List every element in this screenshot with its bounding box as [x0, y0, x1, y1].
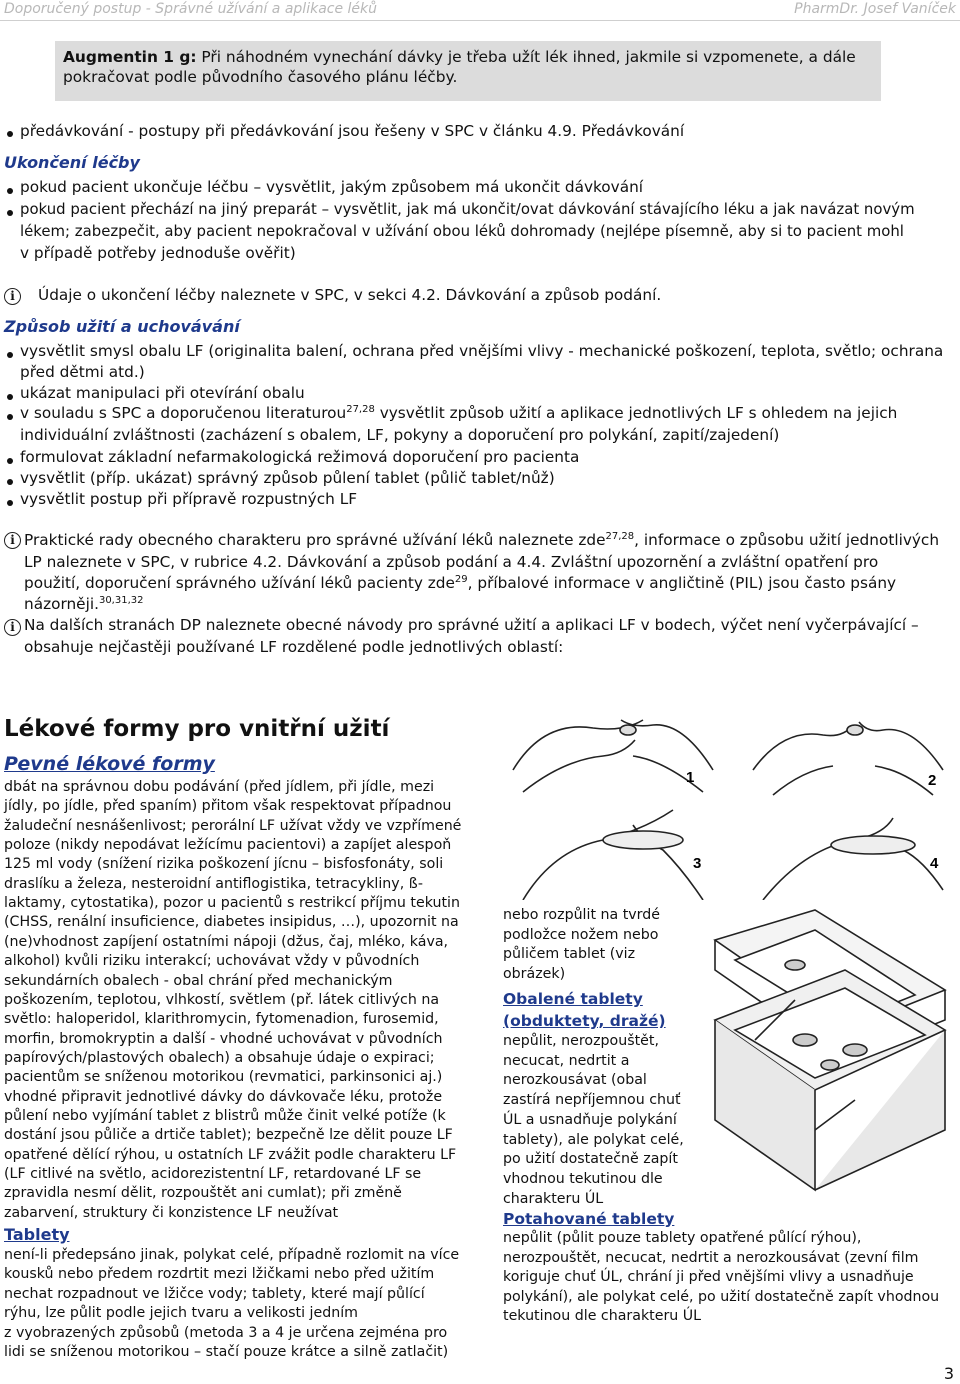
solid-forms-line: poškozením, teplotou, vlhkostí, světlem (př. látek citlivých na [4, 991, 440, 1008]
solid-forms-line: zabarvení, struktury či konzistence LF neužívat [4, 1204, 339, 1221]
info-circle-icon: i [4, 532, 21, 549]
film-line: nerozpouštět, necucat, nedrtit a nerozkousávat (zevní film [503, 1249, 919, 1266]
bullet-dot [7, 394, 13, 400]
bullet-dot [7, 479, 13, 485]
coated-title-line2: (obduktety, dražé) [503, 1012, 666, 1030]
usage-bullet-1-line1: vysvětlit smysl obalu LF (originalita balení, ochrana před vnějšími vlivy - mechanické poškození, teplota, světlo; ochrana [20, 342, 944, 360]
solid-forms-line: sekundárních obalech - obal chrání před mechanickým [4, 972, 393, 989]
note-box [55, 41, 881, 101]
info2-line2: LP naleznete v SPC, v rubrice 4.2. Dávkování a způsob podání a 4.4. Zvláštní upozornění a zvláštní opatření pro [24, 553, 879, 571]
solid-forms-line: (ne)vhodnost zapíjení ostatními nápoji (džus, čaj, mléko, káva, [4, 933, 449, 950]
solid-forms-line: poloze (nikdy nepodávat ležícímu pacientovi) a zapíjet alespoň [4, 837, 452, 854]
section-subtitle-solid: Pevné lékové formy [4, 753, 215, 775]
figure-label: 1 [686, 769, 695, 786]
bullet-dot [7, 188, 13, 194]
page-number: 3 [943, 1364, 954, 1383]
ending-bullet-2-line3: v případě potřeby jednoduše ověřit) [20, 244, 296, 262]
coated-line: vhodnou tekutinou dle [503, 1170, 663, 1187]
info2-line1: Praktické rady obecného charakteru pro správné užívání léků naleznete zde$^{27,28}$, informace o způsobu užití jednotlivých [24, 531, 940, 549]
coated-line: zastírá nepříjemnou chuť [503, 1092, 681, 1109]
bullet-dot [7, 131, 13, 137]
coated-line: charakteru ÚL [503, 1190, 604, 1207]
cut-line: podložce nožem nebo [503, 926, 659, 943]
bullet-dot [7, 458, 13, 464]
tablet-splitter-image [695, 900, 953, 1200]
section-heading-ending: Ukončení léčby [4, 153, 140, 172]
tablets-line: lidi se sníženou motorikou – stačí pouze krátce a silně zatlačit) [4, 1344, 449, 1360]
tablet-splitting-figure [503, 700, 953, 900]
coated-line: po užití dostatečně zapít [503, 1151, 678, 1168]
info2-line3: použití, doporučení správného užívání léků pacienty zde$^{29}$, příbalové informace v angličtině (PIL) jsou často psány [24, 574, 897, 592]
usage-bullet-2: ukázat manipulaci při otevírání obalu [20, 384, 305, 402]
info3-line2: obsahuje nejčastěji používané LF rozdělené podle jednotlivých oblastí: [24, 638, 564, 656]
tablets-line: nechat rozpadnout ve lžičce vody; tablety, které mají půlící [4, 1285, 425, 1302]
info3-line1: Na dalších stranách DP naleznete obecné návody pro správné užití a aplikaci LF v bodech, výčet není vyčerpávající – [24, 616, 919, 634]
film-line: nepůlit (půlit pouze tablety opatřené půlící rýhou), [503, 1230, 862, 1246]
solid-forms-line: (LF citlivé na světlo, acidorezistentní LF, retardované LF se [4, 1166, 422, 1182]
figure-label: 3 [693, 855, 702, 872]
info-circle-icon: i [4, 288, 21, 305]
solid-forms-line: zpravidla nesmí dělit, rozpouštět ani cumlat); při změně [4, 1185, 402, 1202]
info-circle-icon: i [4, 619, 21, 636]
usage-bullet-1-line2: před dětmi atd.) [20, 363, 145, 381]
tablets-title: Tablety [4, 1225, 70, 1244]
solid-forms-line: 125 ml vody (snížení rizika poškození jícnu – bisfosfonáty, soli [4, 856, 444, 873]
tablets-line: není-li předepsáno jinak, polykat celé, případně rozlomit na více [4, 1247, 460, 1263]
coated-line: tablety), ale polykat celé, [503, 1131, 684, 1148]
solid-forms-line: vhodné připravit jednotlivé dávky do dávkovače léku, protože [4, 1088, 443, 1105]
tablets-line: kousků nebo předem rozdrtit mezi lžičkami nebo před užitím [4, 1266, 435, 1283]
tablets-line: rýhu, lze půlit podle jejich tvaru a velikosti jedním [4, 1305, 358, 1322]
usage-bullet-3-line2: individuální zvláštnosti (zacházení s obalem, LF, pokyny a doporučení pro polykání, zapití/zajedení) [20, 426, 780, 444]
bullet-dot [7, 210, 13, 216]
cut-line: nebo rozpůlit na tvrdé [503, 907, 660, 923]
figure-label: 2 [928, 772, 937, 789]
usage-bullet-3-line1: v souladu s SPC a doporučenou literaturou$^{27,28}$ vysvětlit způsob užití a aplikace jednotlivých LF s ohledem na jejich [20, 404, 898, 422]
figure-label: 4 [930, 855, 939, 872]
film-line: polykání), ale polykat celé, po užití dostatečně zapít vhodnou [503, 1288, 940, 1305]
header-title: Doporučený postup - Správné užívání a aplikace léků [4, 1, 378, 17]
note-bold: Augmentin 1 g: [63, 48, 197, 66]
note-line1: Při náhodném vynechání dávky je třeba užít lék ihned, jakmile si vzpomenete, a dále [196, 48, 856, 66]
usage-bullet-5: vysvětlit (příp. ukázat) správný způsob půlení tablet (půlič tablet/nůž) [20, 469, 555, 487]
solid-forms-line: papírových/plastových obalech) a obsahuje údaje o expiraci; [4, 1049, 435, 1066]
overdose-text: předávkování - postupy při předávkování jsou řešeny v SPC v článku 4.9. Předávkování [20, 122, 685, 140]
coated-title-line1: Obalené tablety [503, 990, 643, 1008]
solid-forms-line: dbát na správnou dobu podávání (před jídlem, při jídle, mezi [4, 779, 435, 795]
info2-line4: názorněji.$^{30,31,32}$ [24, 595, 144, 613]
solid-forms-line: (CHSS, renální insuficience, diabetes insipidus, …), upozornit na [4, 914, 459, 931]
coated-line: ÚL a usnadňuje polykání [503, 1111, 677, 1128]
ending-info: Údaje o ukončení léčby naleznete v SPC, v sekci 4.2. Dávkování a způsob podání. [38, 286, 662, 304]
tablets-line: z vyobrazených způsobů (metoda 3 a 4 je určena zejména pro [4, 1324, 448, 1341]
usage-bullet-4: formulovat základní nefarmakologická režimová doporučení pro pacienta [20, 448, 580, 466]
page-header [0, 0, 960, 22]
bullet-dot [7, 414, 13, 420]
solid-forms-line: laktamy, cytostatika), pozor u pacientů s restrikcí příjmu tekutin [4, 895, 460, 912]
solid-forms-line: draslíku a železa, nesteroidní antiflogistika, tetracykliny, ß- [4, 875, 424, 892]
film-title: Potahované tablety [503, 1210, 675, 1228]
film-line: tekutinou dle charakteru ÚL [503, 1308, 702, 1325]
ending-bullet-2-line1: pokud pacient přechází na jiný preparát – vysvětlit, jak má ukončit/ovat dávkování stávajícího léku a jak navázat novým [20, 200, 915, 218]
section-title-internal: Lékové formy pro vnitřní užití [4, 716, 390, 742]
header-author: PharmDr. Josef Vaníček [794, 1, 956, 17]
bullet-dot [7, 500, 13, 506]
solid-forms-line: alkohol) kvůli riziku interakcí; uchovávat vždy v původních [4, 953, 420, 970]
cut-line: půličem tablet (viz [503, 946, 636, 962]
solid-forms-line: pacientům se sníženou motorikou (revmatici, parkinsonici aj.) [4, 1069, 443, 1086]
coated-line: nepůlit, nerozpouštět, [503, 1033, 659, 1049]
header-divider [0, 20, 960, 21]
solid-forms-line: půlení nebo vyjímání tablet z blistrů může činit velké potíže (k [4, 1107, 446, 1124]
section-heading-usage: Způsob užití a uchovávání [4, 317, 240, 336]
coated-line: necucat, nedrtit a [503, 1052, 630, 1069]
solid-forms-line: jídly, po jídle, před spaním) přitom však respektovat případnou [4, 798, 452, 815]
note-line2: pokračovat podle původního časového plánu léčby. [63, 68, 458, 86]
solid-forms-line: opatřené dělící rýhou, u ostatních LF zvážit podle charakteru LF [4, 1146, 457, 1163]
solid-forms-line: dostání jsou půliče a drtiče tablet); bezpečně lze dělit pouze LF [4, 1127, 453, 1144]
film-line: koriguje chuť ÚL, chrání ji před vnějšími vlivy a usnadňuje [503, 1269, 914, 1286]
solid-forms-line: světlo: haloperidol, klarithromycin, fytomenadion, furosemid, [4, 1011, 439, 1028]
bullet-dot [7, 352, 13, 358]
solid-forms-line: žaludeční nesnášenlivost; perorální LF užívat vždy ve vzpřímené [4, 817, 462, 834]
usage-bullet-6: vysvětlit postup při přípravě rozpustných LF [20, 490, 358, 508]
ending-bullet-1: pokud pacient ukončuje léčbu – vysvětlit, jakým způsobem má ukončit dávkování [20, 178, 644, 196]
ending-bullet-2-line2: lékem; zabezpečit, aby pacient nepokračoval v užívání obou léků dohromady (nejlépe písemně, aby si to pacient mohl [20, 222, 904, 240]
cut-line: obrázek) [503, 965, 566, 982]
coated-line: nerozkousávat (obal [503, 1072, 647, 1089]
solid-forms-line: morfin, bromokryptin a další - vhodné uchovávat v původních [4, 1030, 443, 1047]
